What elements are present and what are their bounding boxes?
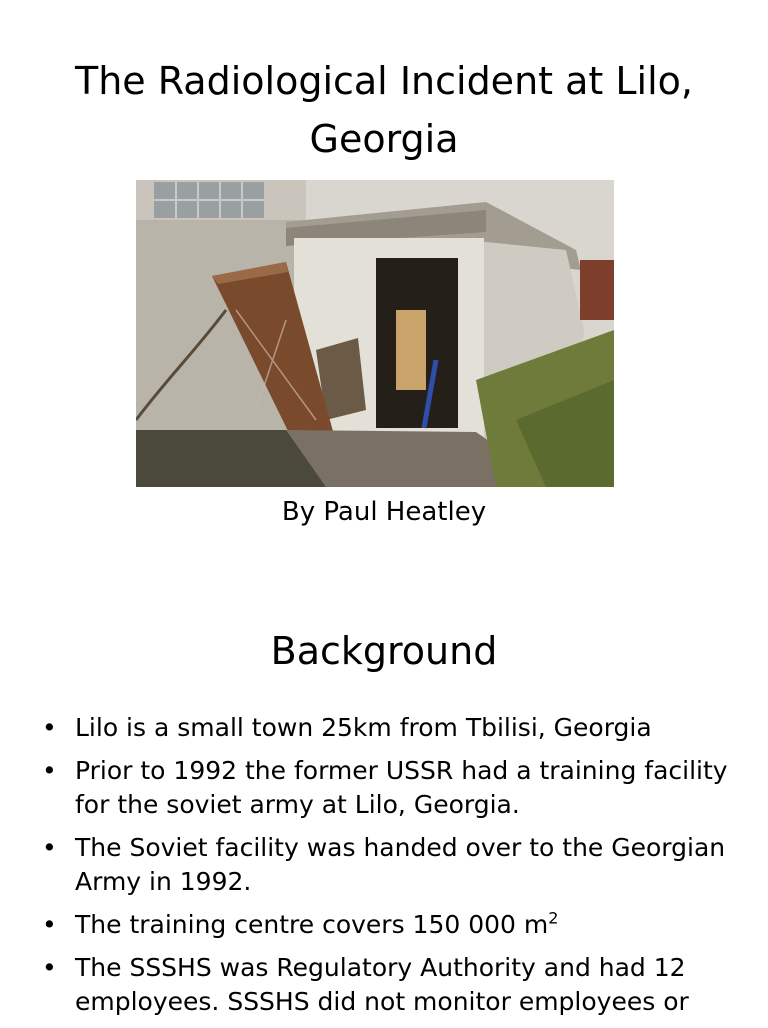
bullet-item — [42, 711, 732, 745]
bullet-text: Prior to 1992 the former USSR had a training facility for the soviet army at Lilo, Georgia. — [75, 756, 728, 819]
bullet-icon: • — [42, 713, 57, 742]
bullet-text: The training centre covers 150 000 m — [75, 910, 549, 939]
bullet-icon: • — [42, 910, 57, 939]
bullet-icon: • — [42, 953, 57, 982]
author-byline: By Paul Heatley — [281, 497, 487, 527]
bunker-photo — [136, 180, 614, 487]
bullet-item — [42, 908, 732, 942]
bullet-item — [42, 831, 732, 899]
bullet-list — [42, 711, 732, 1028]
bullet-item — [42, 951, 732, 1019]
bunker-photo-drawing — [136, 180, 614, 487]
title-line-1: The Radiological Incident at Lilo, — [74, 59, 694, 103]
bullet-item — [42, 754, 732, 822]
bullet-icon: • — [42, 756, 57, 785]
superscript-2: 2 — [548, 908, 559, 928]
title-line-2: Georgia — [309, 117, 459, 161]
bullet-text: The Soviet facility was handed over to the Georgian Army in 1992. — [75, 833, 726, 896]
bullet-text: Lilo is a small town 25km from Tbilisi, Georgia — [75, 713, 652, 742]
slide-title — [40, 52, 728, 168]
background-slide — [0, 576, 768, 1024]
slide-title: Background — [270, 629, 498, 673]
bullet-icon: • — [42, 833, 57, 862]
bullet-text: The SSSHS was Regulatory Authority and had 12 employees. SSSHS did not monitor employees or — [75, 953, 689, 1016]
